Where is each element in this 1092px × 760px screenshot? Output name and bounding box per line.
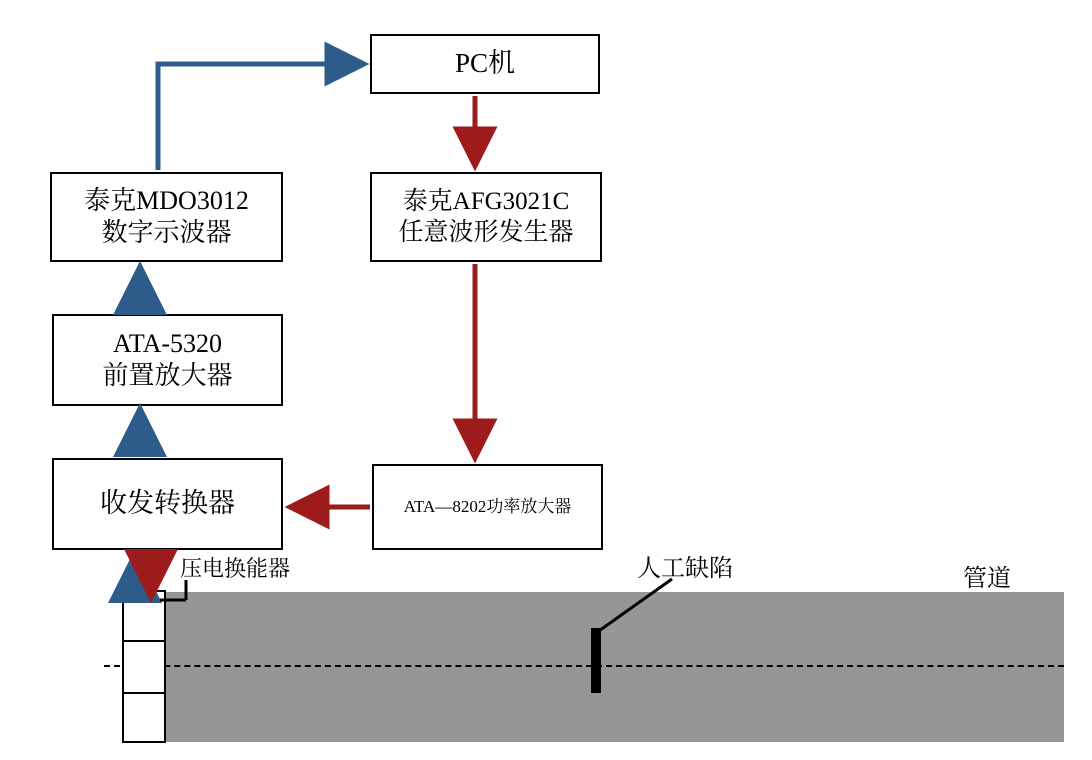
transducer-divider (124, 640, 164, 642)
block-function-generator (370, 172, 602, 262)
label-pipe: 管道 (963, 566, 1011, 592)
block-transceiver-switch (52, 458, 283, 550)
label-piezoelectric-transducer: 压电换能器 (180, 556, 291, 581)
block-pc-line-1: PC机 (454, 48, 516, 79)
block-function-generator-line-2: 任意波形发生器 (398, 219, 574, 246)
block-oscilloscope (50, 172, 283, 262)
block-preamplifier-line-2: 前置放大器 (102, 361, 233, 390)
block-power-amplifier-line-1: ATA—8202功率放大器 (403, 497, 572, 517)
pipe-centerline (104, 665, 1064, 667)
arrow-oscilloscope-to-pc (158, 64, 362, 170)
block-transceiver-switch-line-1: 收发转换器 (100, 488, 235, 519)
transducer-divider (124, 692, 164, 694)
block-pc (370, 34, 600, 94)
block-oscilloscope-line-1: 泰克MDO3012 (84, 185, 249, 215)
artificial-defect-mark (591, 628, 601, 693)
block-oscilloscope-line-2: 数字示波器 (101, 218, 232, 247)
piezoelectric-transducer (122, 590, 166, 743)
label-artificial-defect: 人工缺陷 (637, 556, 733, 582)
block-function-generator-line-1: 泰克AFG3021C (402, 187, 570, 215)
block-preamplifier-line-1: ATA-5320 (112, 328, 223, 358)
block-preamplifier (52, 314, 283, 406)
block-power-amplifier (372, 464, 603, 550)
